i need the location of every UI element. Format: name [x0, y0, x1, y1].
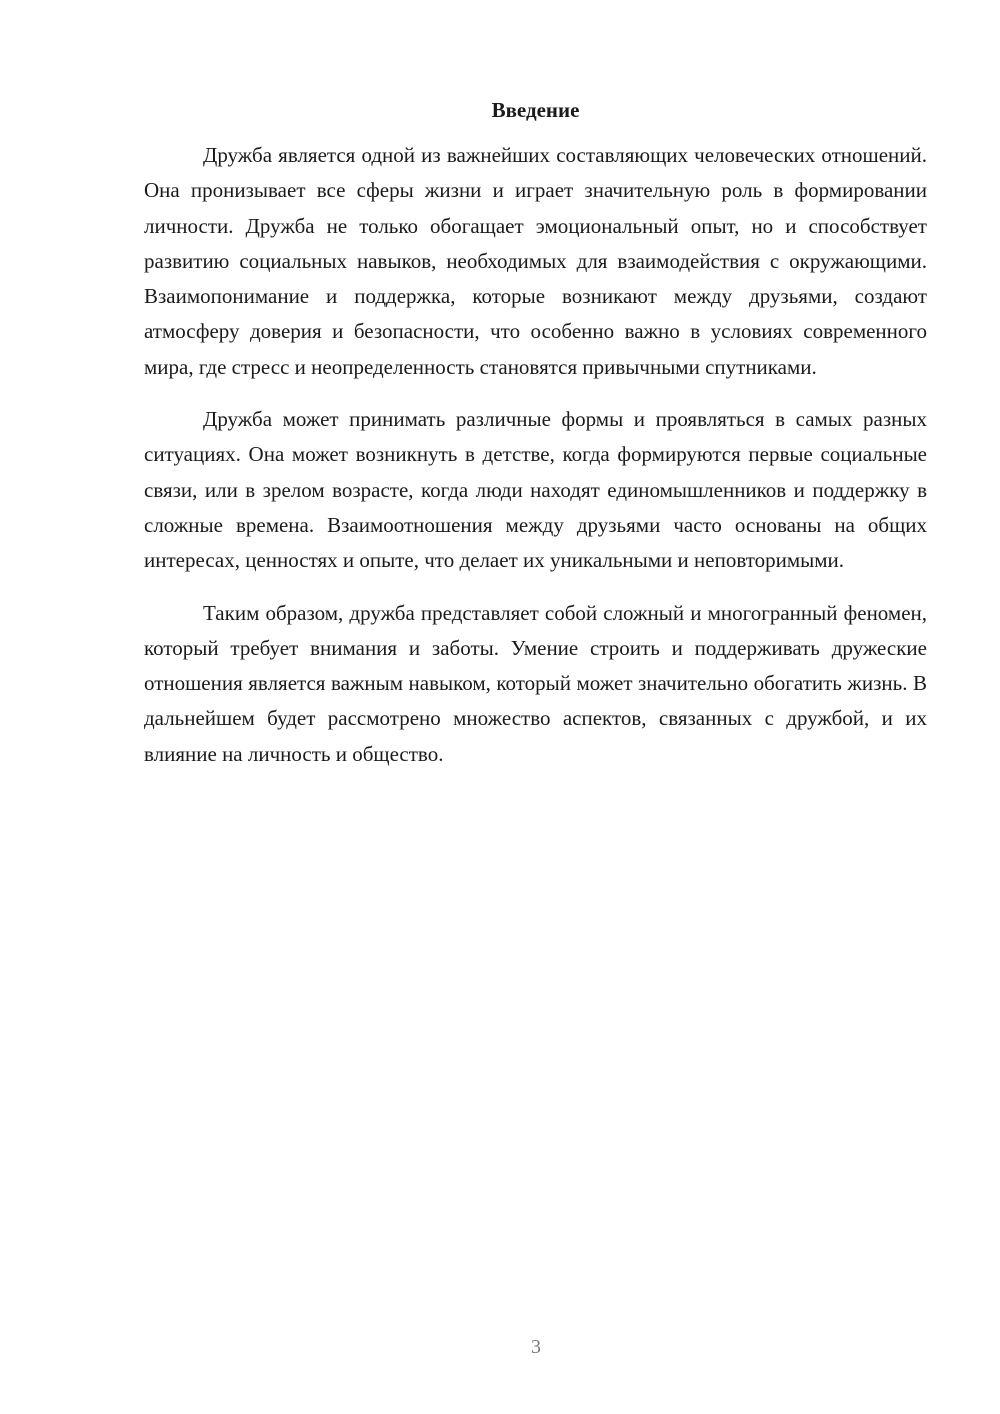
- page-content: [144, 95, 927, 789]
- section-heading: Введение: [491, 98, 580, 122]
- paragraph-1: Дружба является одной из важнейших составляющих человеческих отношений. Она пронизывает все сферы жизни и играет значительную роль в формировании личности. Дружба не только обогащает эмоциональный опыт, но и способствует развитию социальных навыков, необходимых для взаимодействия с окружающими. Взаимопонимание и поддержка, которые возникают между друзьями, создают атмосферу доверия и безопасности, что особенно важно в условиях современного мира, где стресс и неопределенность становятся привычными спутниками.: [144, 143, 927, 379]
- paragraph-3: Таким образом, дружба представляет собой сложный и многогранный феномен, который требует внимания и заботы. Умение строить и поддерживать дружеские отношения является важным навыком, который может значительно обогатить жизнь. В дальнейшем будет рассмотрено множество аспектов, связанных с дружбой, и их влияние на личность и общество.: [144, 600, 927, 766]
- page-number: 3: [531, 1336, 541, 1358]
- paragraph-2: Дружба может принимать различные формы и проявляться в самых разных ситуациях. Она может возникнуть в детстве, когда формируются первые социальные связи, или в зрелом возрасте, когда люди находят единомышленников и поддержку в сложные времена. Взаимоотношения между друзьями часто основаны на общих интересах, ценностях и опыте, что делает их уникальными и неповторимыми.: [144, 407, 927, 573]
